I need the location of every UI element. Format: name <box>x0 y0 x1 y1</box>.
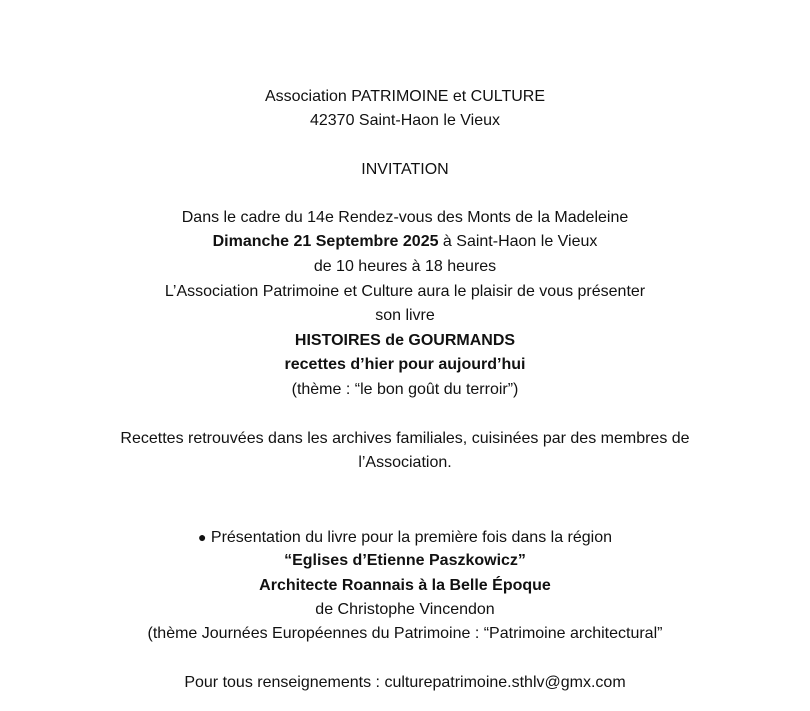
book1-title: HISTOIRES de GOURMANDS <box>294 332 516 349</box>
recipes-line-1: Recettes retrouvées dans les archives familiales, cuisinées par des membres de <box>120 430 690 447</box>
book1-subtitle: recettes d’hier pour aujourd’hui <box>284 356 526 373</box>
book2-author: de Christophe Vincendon <box>315 601 495 618</box>
association-address: 42370 Saint-Haon le Vieux <box>309 112 501 129</box>
book2-intro <box>0 525 810 550</box>
event-date-location: à Saint-Haon le Vieux <box>438 233 598 250</box>
invitation-title: INVITATION <box>361 161 449 178</box>
event-date <box>0 230 810 254</box>
book2-theme: (thème Journées Européennes du Patrimoine : “Patrimoine architectural” <box>147 625 663 642</box>
event-date-bold: Dimanche 21 Septembre 2025 <box>212 233 439 250</box>
contact-info: Pour tous renseignements : culturepatrimoine.sthlv@gmx.com <box>184 674 626 691</box>
book1-theme: (thème : “le bon goût du terroir”) <box>291 381 519 398</box>
association-name: Association PATRIMOINE et CULTURE <box>264 88 546 105</box>
event-intro-book: son livre <box>375 307 435 324</box>
bullet-icon: ● <box>197 529 207 545</box>
book2-intro-text: Présentation du livre pour la première fois dans la région <box>210 529 613 546</box>
event-hours: de 10 heures à 18 heures <box>313 258 497 275</box>
book2-subtitle: Architecte Roannais à la Belle Époque <box>259 577 551 594</box>
event-context: Dans le cadre du 14e Rendez-vous des Monts de la Madeleine <box>181 209 629 226</box>
recipes-line-2: l’Association. <box>358 454 452 471</box>
book2-title: “Eglises d’Etienne Paszkowicz” <box>284 552 526 569</box>
event-intro: L’Association Patrimoine et Culture aura le plaisir de vous présenter <box>164 283 646 300</box>
